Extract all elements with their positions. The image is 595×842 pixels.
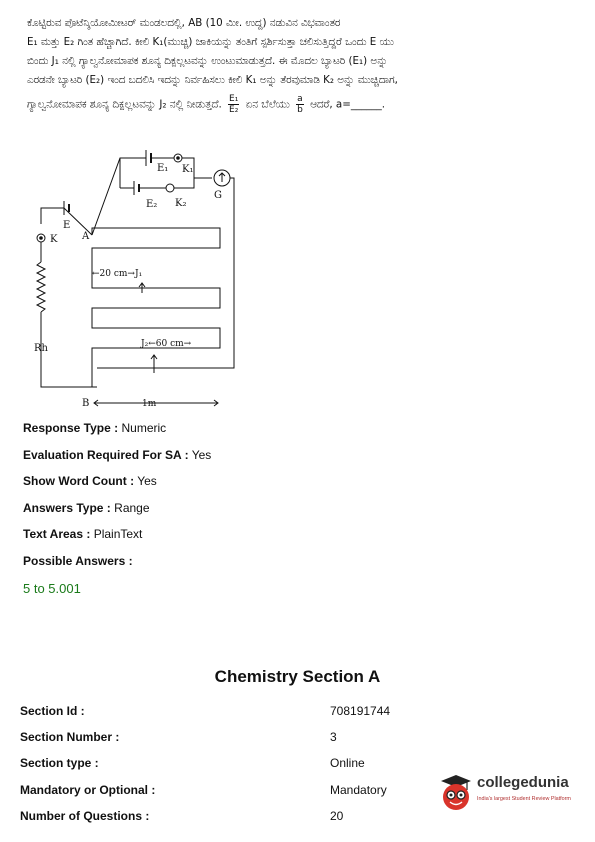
row-label: Section Id : — [20, 704, 85, 718]
label-b: B — [82, 398, 90, 409]
row-value: 708191744 — [330, 704, 391, 718]
label-k1: K₁ — [182, 164, 194, 175]
fraction-e1: E₁ — [229, 94, 239, 104]
row-label: Mandatory or Optional : — [20, 783, 156, 797]
label-e2: E₂ — [146, 199, 158, 210]
row-value: 20 — [330, 809, 344, 823]
collegedunia-logo — [437, 772, 587, 814]
possible-answer-value: 5 to 5.001 — [23, 581, 81, 596]
meta-key: Show Word Count : — [23, 474, 135, 488]
question-line-5-mid: ಏನ ಬೆಲೆಯು — [245, 98, 290, 111]
row-label: Section Number : — [20, 730, 120, 744]
meta-response-type — [23, 421, 166, 435]
meta-evaluation-required — [23, 448, 211, 462]
label-e1: E₁ — [157, 163, 169, 174]
fraction-b: b — [297, 105, 303, 115]
question-line-4: ಎರಡನೇ ಬ್ಯಾಟರಿ (E₂) ಇಂದ ಬದಲಿಸಿ ಇದನ್ನು ನಿರ್ವಹಿಸಲು ಕೀಲಿ K₁ ಅನ್ನು ತೆರವುಮಾಡಿ K₂ ಅನ್ನು ಮುಚ್ಚಿದಾಗ, — [27, 74, 398, 86]
meta-key: Text Areas : — [23, 527, 91, 541]
meta-value: Numeric — [121, 421, 167, 435]
meta-value: Yes — [191, 448, 212, 462]
question-line-1: ಕೊಟ್ಟಿರುವ ಪೊಟೆನ್ಶಿಯೋಮೀಟರ್ ಮಂಡಲದಲ್ಲಿ, AB (10 ಮೀ. ಉದ್ದ) ನಡುವಿನ ವಿಭವಾಂತರ — [27, 17, 341, 29]
label-e: E — [63, 220, 71, 231]
question-line-5-start: ಗ್ಯಾಲ್ವನೋಮಾಪಕ ಶೂನ್ಯ ದಿಕ್ಪಲ್ಲಟವನ್ನು J₂ ನಲ್ಲಿ ನೀಡುತ್ತದೆ. — [27, 98, 222, 111]
fraction-e2: E₂ — [229, 105, 239, 115]
meta-show-word-count — [23, 474, 157, 488]
fraction-e1-e2 — [228, 94, 239, 115]
question-line-5 — [27, 94, 572, 115]
label-20cm: ←20 cm→J₁ — [92, 269, 143, 279]
question-text — [27, 14, 572, 115]
meta-key: Evaluation Required For SA : — [23, 448, 189, 462]
meta-key: Response Type : — [23, 421, 119, 435]
meta-value: Range — [114, 501, 150, 515]
row-label: Number of Questions : — [20, 809, 150, 823]
section-title: Chemistry Section A — [214, 667, 381, 686]
label-k: K — [50, 234, 58, 245]
meta-key: Possible Answers : — [23, 554, 133, 568]
question-line-3: ಬಿಂದು J₁ ನಲ್ಲಿ ಗ್ಯಾಲ್ವನೋಮಾಪಕ ಶೂನ್ಯ ದಿಕ್ಪಲ್ಲಟವನ್ನು ಉಂಟುಮಾಡುತ್ತದೆ. ಈ ಮೊದಲ ಬ್ಯಾಟರಿ (E₁) ಅನ್ನು — [27, 55, 388, 67]
label-k2: K₂ — [175, 198, 187, 209]
label-rh: Rh — [34, 343, 48, 354]
logo-wordmark: collegedunia — [477, 774, 569, 791]
meta-key: Answers Type : — [23, 501, 111, 515]
fraction-a: a — [297, 94, 303, 104]
meta-value: PlainText — [93, 527, 143, 541]
label-a: A — [82, 231, 90, 242]
label-g: G — [214, 190, 222, 201]
meta-text-areas — [23, 527, 142, 541]
meta-answers-type — [23, 501, 150, 515]
graduate-mascot-icon — [437, 772, 475, 814]
question-line-5-end: ಆದರೆ, a=______. — [310, 98, 386, 111]
label-1m: 1m — [142, 399, 157, 409]
potentiometer-circuit-diagram — [28, 140, 248, 415]
label-60cm: J₂←60 cm→ — [141, 339, 192, 349]
meta-possible-answers — [23, 554, 133, 568]
fraction-a-b — [296, 94, 304, 115]
logo-tagline: India's largest Student Review Platform — [477, 796, 571, 802]
row-value: 3 — [330, 730, 337, 744]
question-line-2: E₁ ಮತ್ತು E₂ ಗಿಂತ ಹೆಚ್ಚಾಗಿದೆ. ಕೀಲಿ K₁(ಮುಚ್ಚಿ) ಜಾಕಿಯನ್ನು ತಂತಿಗೆ ಸ್ಪರ್ಶಿಸುತ್ತಾ ಚಲಿಸುತ್ತಿದ್ದರೆ ಒಂದು E ಯು — [27, 36, 394, 48]
row-value: Online — [330, 756, 365, 770]
row-value: Mandatory — [330, 783, 387, 797]
meta-value: Yes — [137, 474, 157, 488]
row-label: Section type : — [20, 756, 99, 770]
